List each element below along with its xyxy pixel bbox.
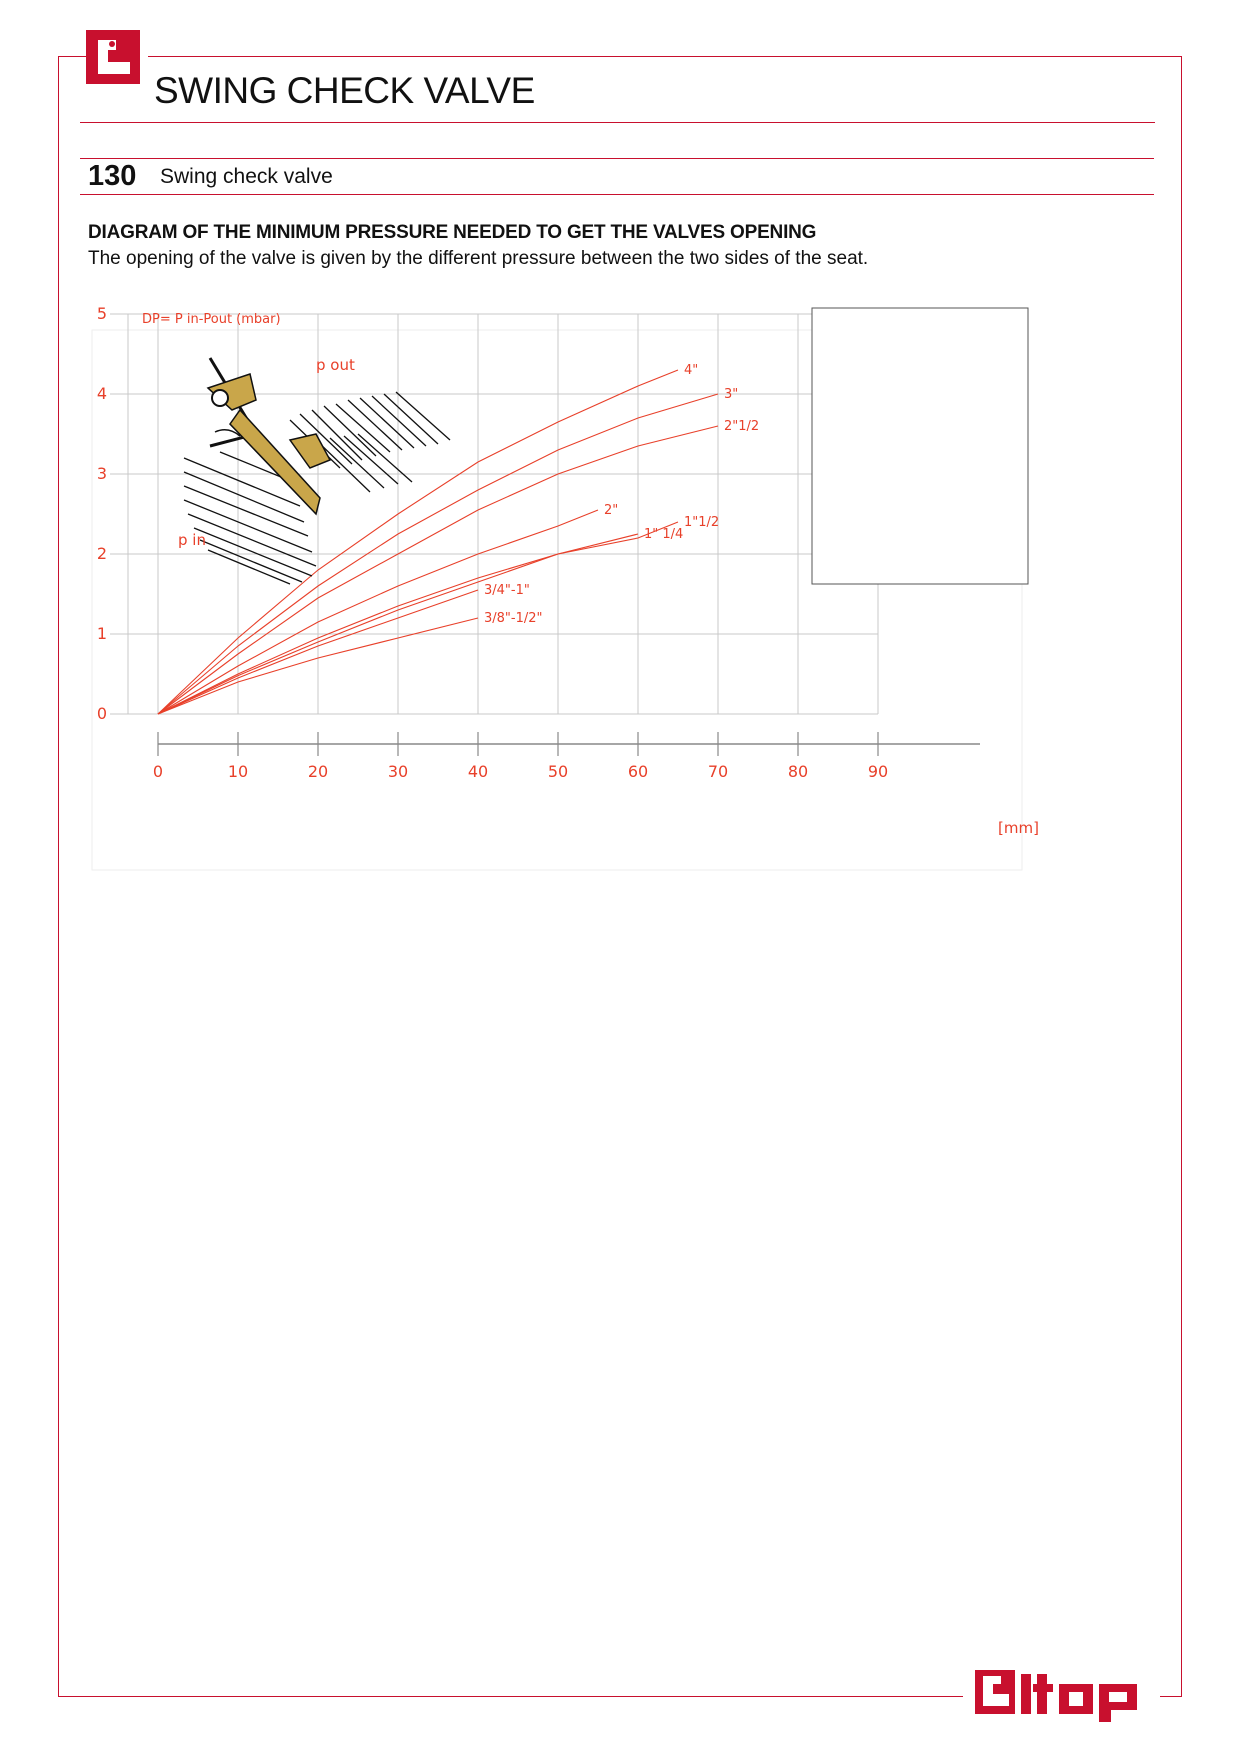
x-tick-label: 20 — [307, 762, 329, 781]
y-tick-label: 1 — [96, 624, 108, 643]
x-tick-label: 10 — [227, 762, 249, 781]
x-tick-label: 80 — [787, 762, 809, 781]
series-label: 1" 1/4 — [644, 527, 684, 542]
series-label: 3" — [724, 387, 739, 402]
title-underline — [80, 122, 1155, 123]
series-label: 2"1/2 — [724, 419, 760, 434]
y-tick-label: 4 — [96, 384, 108, 403]
series-label: 2" — [604, 503, 619, 518]
section-rule-top — [80, 158, 1154, 159]
frame-bottom-right — [1160, 1696, 1182, 1697]
frame-left — [58, 56, 59, 1696]
x-tick-label: 0 — [152, 762, 164, 781]
frame-bottom — [58, 1696, 963, 1697]
p-out-label: p out — [316, 356, 355, 374]
section-rule-bottom — [80, 194, 1154, 195]
section-name: Swing check valve — [160, 165, 333, 188]
pressure-chart — [80, 300, 1160, 880]
series-label: 3/4"-1" — [484, 583, 530, 598]
y-tick-label: 0 — [96, 704, 108, 723]
section-number: 130 — [88, 160, 137, 192]
y-axis-label: DP= P in-Pout (mbar) — [142, 312, 281, 327]
x-axis-label: [mm] — [998, 819, 1039, 837]
series-label: 4" — [684, 363, 699, 378]
frame-right — [1181, 56, 1182, 1696]
x-tick-label: 60 — [627, 762, 649, 781]
series-label: 1"1/2 — [684, 515, 720, 530]
itap-brand-logo-icon — [975, 1660, 1145, 1730]
x-tick-label: 40 — [467, 762, 489, 781]
y-tick-label: 2 — [96, 544, 108, 563]
x-tick-label: 90 — [867, 762, 889, 781]
y-tick-label: 3 — [96, 464, 108, 483]
frame-top-left — [58, 56, 86, 57]
page-title: SWING CHECK VALVE — [154, 70, 535, 111]
x-tick-label: 50 — [547, 762, 569, 781]
x-tick-label: 30 — [387, 762, 409, 781]
x-tick-label: 70 — [707, 762, 729, 781]
diagram-description: The opening of the valve is given by the different pressure between the two sides of the seat. — [88, 248, 869, 269]
frame-top — [148, 56, 1182, 57]
legend-box — [812, 308, 1028, 584]
diagram-heading: DIAGRAM OF THE MINIMUM PRESSURE NEEDED TO GET THE VALVES OPENING — [88, 222, 817, 243]
series-label: 3/8"-1/2" — [484, 611, 543, 626]
p-in-label: p in — [178, 531, 206, 549]
y-tick-label: 5 — [96, 304, 108, 323]
brand-logo-icon — [86, 30, 140, 84]
